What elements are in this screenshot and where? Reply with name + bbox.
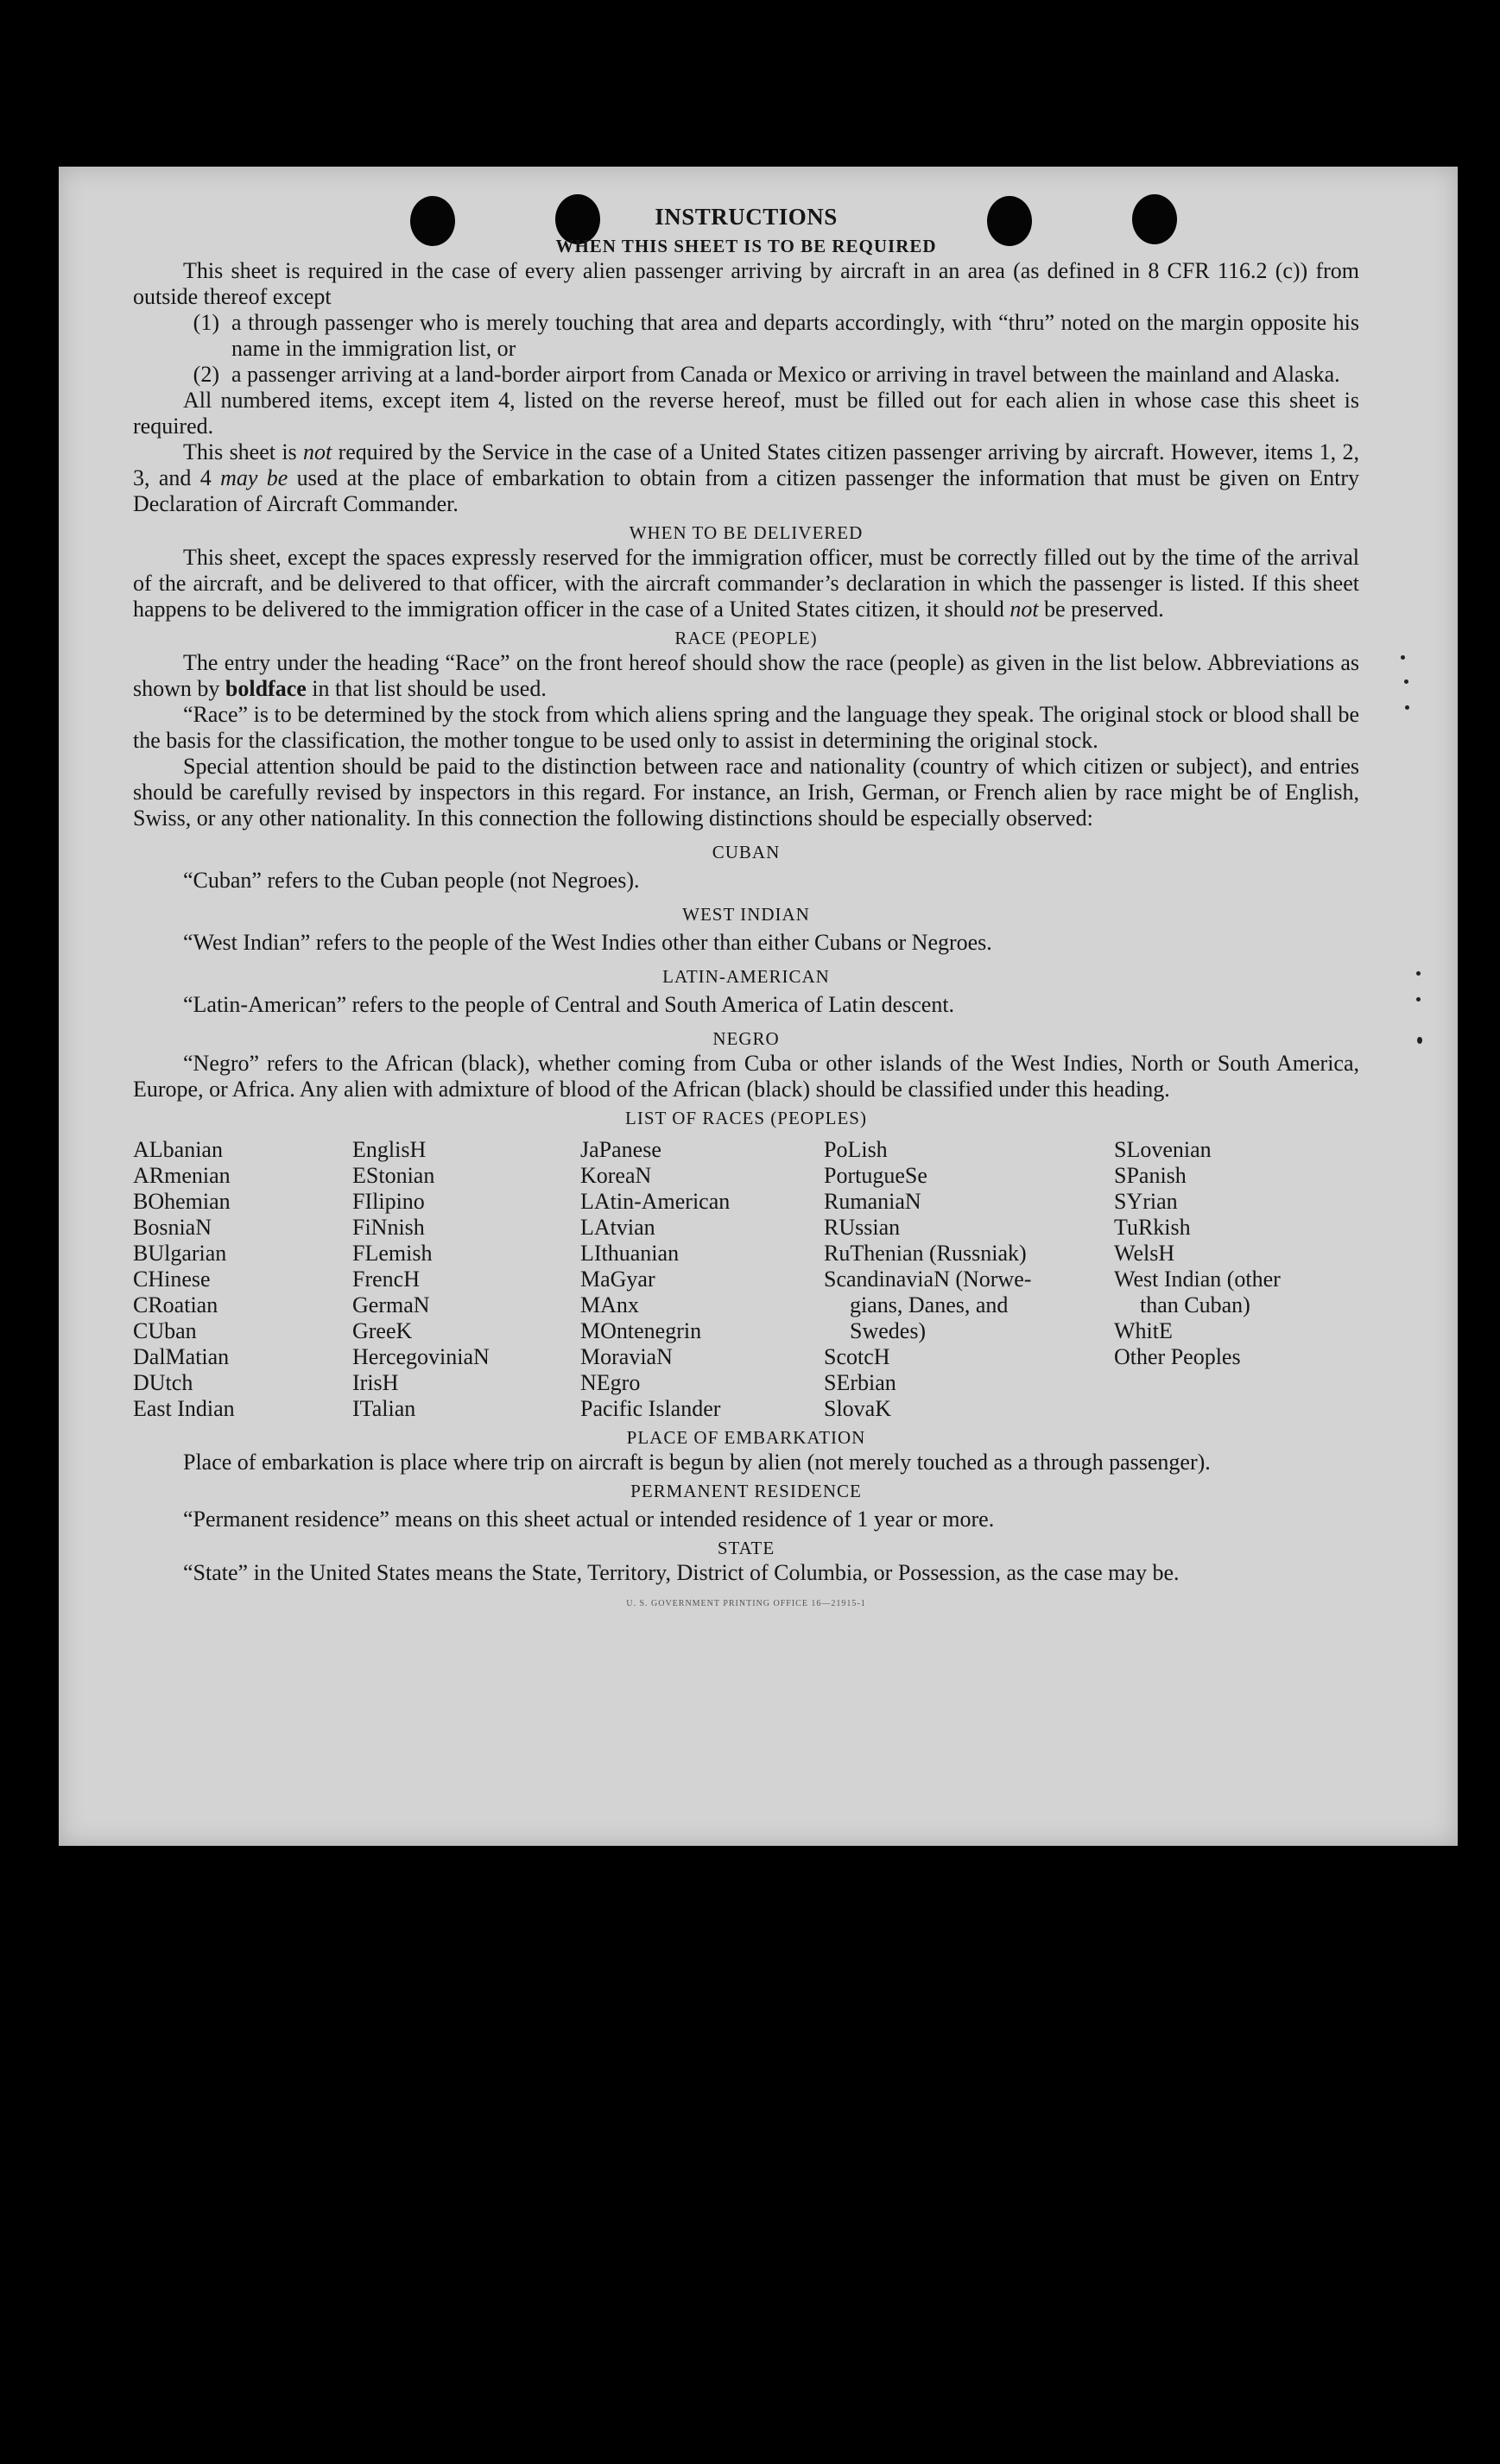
race-entry-continued: gians, Danes, and (850, 1292, 1009, 1317)
race-entry: CRoatian (133, 1292, 218, 1317)
race-entry: LAtin-American (580, 1189, 731, 1214)
heading-race: RACE (PEOPLE) (674, 628, 818, 648)
race-entry: West Indian (other (1114, 1267, 1281, 1292)
exception-item-2 (133, 362, 1359, 388)
scan-speck (1417, 1037, 1422, 1044)
heading-cuban: CUBAN (712, 842, 781, 862)
race-entry: JaPanese (580, 1137, 661, 1162)
scan-speck (1401, 655, 1405, 660)
paragraph-numbered-items: All numbered items, except item 4, listed on the reverse hereof, must be filled out for each alien in whose case this sheet is required. (133, 388, 1359, 439)
race-list-column-1 (133, 1137, 352, 1422)
race-entry: SYrian (1114, 1189, 1178, 1214)
printer-imprint: U. S. GOVERNMENT PRINTING OFFICE 16—21915-1 (626, 1599, 866, 1608)
heading-state: STATE (717, 1538, 775, 1558)
item-number: (2) (193, 362, 219, 387)
definition-negro: “Negro” refers to the African (black), whether coming from Cuba or other islands of the West Indies, North or South America, Europe, or Africa. Any alien with admixture of blood of the African (black) should be classified under this heading. (133, 1051, 1359, 1102)
instructions-content (133, 203, 1359, 1617)
exception-item-1 (133, 310, 1359, 362)
paragraph-race-nationality: Special attention should be paid to the distinction between race and nationality (country of which citizen or subject), and entries should be carefully revised by inspectors in this regard. For instance, an Irish, German, or French alien by race might be of English, Swiss, or any other nationality. In this connection the following distinctions should be especially observed: (133, 754, 1359, 831)
race-entry: GermaN (352, 1292, 430, 1317)
race-entry: RUssian (824, 1215, 901, 1240)
race-entry: EStonian (352, 1163, 435, 1188)
scan-speck (1416, 997, 1421, 1001)
race-list (133, 1137, 1359, 1422)
race-entry: BosniaN (133, 1215, 212, 1240)
heading-when-delivered: WHEN TO BE DELIVERED (629, 522, 864, 543)
item-text: a through passenger who is merely touching that area and departs accordingly, with “thru” noted on the margin opposite his name in the immigration list, or (231, 310, 1359, 361)
definition-west-indian: “West Indian” refers to the people of the West Indies other than either Cubans or Negroes. (183, 930, 992, 955)
heading-list-of-races: LIST OF RACES (PEOPLES) (625, 1108, 867, 1128)
race-entry: ScotcH (824, 1344, 890, 1369)
race-entry: ARmenian (133, 1163, 231, 1188)
race-entry: RuThenian (Russniak) (824, 1241, 1027, 1266)
race-entry: MoraviaN (580, 1344, 673, 1369)
paragraph-citizen: This sheet is not required by the Service in the case of a United States citizen passenger arriving by aircraft. However, items 1, 2, 3, and 4 may be used at the place of embarkation to obtain from a citizen passenger the information that must be given on Entry Declaration of Aircraft Commander. (133, 439, 1359, 516)
race-entry: PoLish (824, 1137, 888, 1162)
race-entry: SLovenian (1114, 1137, 1212, 1162)
heading-permanent-residence: PERMANENT RESIDENCE (630, 1481, 862, 1501)
definition-embarkation: Place of embarkation is place where trip on aircraft is begun by alien (not merely touched as a through passenger). (183, 1450, 1211, 1475)
paragraph-race-entry: The entry under the heading “Race” on the front hereof should show the race (people) as given in the list below. Abbreviations as shown by boldface in that list should be used. (133, 650, 1359, 701)
race-list-column-2 (352, 1137, 580, 1422)
paragraph-race-stock: “Race” is to be determined by the stock from which aliens spring and the language they speak. The original stock or blood shall be the basis for the classification, the mother tongue to be used only to assist in determining the original stock. (133, 702, 1359, 753)
race-entry: MaGyar (580, 1267, 655, 1292)
race-entry-continued: than Cuban) (1140, 1292, 1250, 1317)
race-entry-continued: Swedes) (850, 1318, 927, 1343)
scan-speck (1405, 705, 1409, 710)
race-entry: East Indian (133, 1396, 235, 1421)
race-entry: Pacific Islander (580, 1396, 721, 1421)
race-entry: WelsH (1114, 1241, 1175, 1266)
race-entry: ScandinaviaN (Norwe- (824, 1267, 1032, 1292)
race-entry: HercegoviniaN (352, 1344, 490, 1369)
race-entry: ITalian (352, 1396, 416, 1421)
race-entry: MAnx (580, 1292, 639, 1317)
race-entry: GreeK (352, 1318, 413, 1343)
race-entry: PortugueSe (824, 1163, 927, 1188)
race-entry: IrisH (352, 1370, 399, 1395)
scan-speck (1416, 971, 1421, 976)
item-text: a passenger arriving at a land-border airport from Canada or Mexico or arriving in travel between the mainland and Alaska. (231, 362, 1340, 387)
race-entry: FIlipino (352, 1189, 425, 1214)
definition-state: “State” in the United States means the State, Territory, District of Columbia, or Possession, as the case may be. (183, 1560, 1180, 1585)
race-entry: DUtch (133, 1370, 193, 1395)
race-list-column-3 (580, 1137, 824, 1422)
race-entry: TuRkish (1114, 1215, 1191, 1240)
item-number: (1) (193, 310, 219, 335)
race-entry: SPanish (1114, 1163, 1187, 1188)
race-entry: FrencH (352, 1267, 420, 1292)
heading-west-indian: WEST INDIAN (682, 904, 810, 925)
race-entry: FiNnish (352, 1215, 425, 1240)
race-entry: CUban (133, 1318, 197, 1343)
definition-latin-american: “Latin-American” refers to the people of Central and South America of Latin descent. (183, 992, 955, 1017)
race-list-column-4 (824, 1137, 1114, 1422)
heading-latin-american: LATIN-AMERICAN (662, 966, 830, 987)
race-entry: BUlgarian (133, 1241, 227, 1266)
race-entry: CHinese (133, 1267, 211, 1292)
scan-speck (1404, 679, 1408, 684)
race-entry: WhitE (1114, 1318, 1173, 1343)
paragraph-required-intro: This sheet is required in the case of every alien passenger arriving by aircraft in an area (as defined in 8 CFR 116.2 (c)) from outside thereof except (133, 258, 1359, 309)
race-entry: SErbian (824, 1370, 896, 1395)
race-entry: ALbanian (133, 1137, 223, 1162)
page-title: INSTRUCTIONS (655, 204, 838, 230)
document-sheet (59, 167, 1458, 1846)
race-entry: DalMatian (133, 1344, 230, 1369)
race-entry: SlovaK (824, 1396, 891, 1421)
race-entry: NEgro (580, 1370, 641, 1395)
race-entry: MOntenegrin (580, 1318, 702, 1343)
race-entry: FLemish (352, 1241, 433, 1266)
heading-place-of-embarkation: PLACE OF EMBARKATION (626, 1427, 866, 1448)
definition-permanent-residence: “Permanent residence” means on this sheet actual or intended residence of 1 year or more. (183, 1507, 995, 1532)
race-entry: KoreaN (580, 1163, 652, 1188)
race-entry: BOhemian (133, 1189, 231, 1214)
heading-negro: NEGRO (712, 1028, 780, 1049)
race-entry: RumaniaN (824, 1189, 921, 1214)
paragraph-delivery: This sheet, except the spaces expressly reserved for the immigration officer, must be correctly filled out by the time of the arrival of the aircraft, and be delivered to that officer, with the aircraft commander’s declaration in which the passenger is listed. If this sheet happens to be delivered to the immigration officer in the case of a United States citizen, it should not be preserved. (133, 545, 1359, 622)
race-entry: EnglisH (352, 1137, 427, 1162)
definition-cuban: “Cuban” refers to the Cuban people (not Negroes). (183, 868, 640, 893)
race-entry: LAtvian (580, 1215, 655, 1240)
heading-when-required: WHEN THIS SHEET IS TO BE REQUIRED (555, 236, 937, 256)
race-list-column-5 (1114, 1137, 1340, 1422)
race-entry: LIthuanian (580, 1241, 680, 1266)
race-entry: Other Peoples (1114, 1344, 1241, 1369)
